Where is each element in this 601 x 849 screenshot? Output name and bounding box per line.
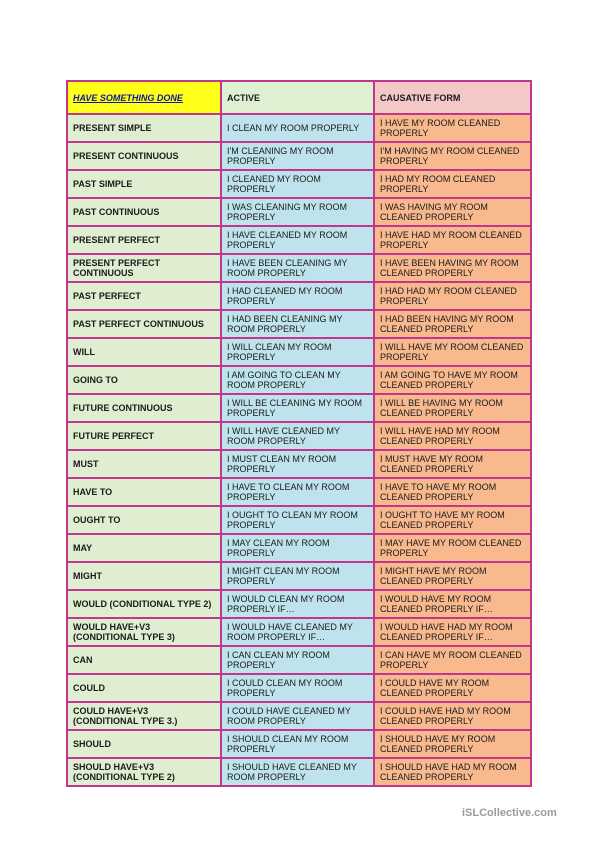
table-row (67, 674, 531, 702)
active-cell: I COULD HAVE CLEANED MY ROOM PROPERLY (221, 702, 374, 730)
header-causative-form: CAUSATIVE FORM (374, 81, 531, 114)
causative-cell: I OUGHT TO HAVE MY ROOM CLEANED PROPERLY (374, 506, 531, 534)
tense-cell: PAST SIMPLE (67, 170, 221, 198)
table-row (67, 478, 531, 506)
table-row (67, 114, 531, 142)
table-row (67, 422, 531, 450)
tense-cell: GOING TO (67, 366, 221, 394)
active-cell: I WILL BE CLEANING MY ROOM PROPERLY (221, 394, 374, 422)
tense-cell: PRESENT PERFECT (67, 226, 221, 254)
table-row (67, 338, 531, 366)
table-row (67, 226, 531, 254)
active-cell: I CLEAN MY ROOM PROPERLY (221, 114, 374, 142)
causative-cell: I HAD MY ROOM CLEANED PROPERLY (374, 170, 531, 198)
table-row (67, 590, 531, 618)
active-cell: I'M CLEANING MY ROOM PROPERLY (221, 142, 374, 170)
causative-cell: I MAY HAVE MY ROOM CLEANED PROPERLY (374, 534, 531, 562)
active-cell: I AM GOING TO CLEAN MY ROOM PROPERLY (221, 366, 374, 394)
causative-cell: I MIGHT HAVE MY ROOM CLEANED PROPERLY (374, 562, 531, 590)
active-cell: I HAD BEEN CLEANING MY ROOM PROPERLY (221, 310, 374, 338)
tense-cell: MAY (67, 534, 221, 562)
active-cell: I WILL CLEAN MY ROOM PROPERLY (221, 338, 374, 366)
table-row (67, 450, 531, 478)
table-row (67, 366, 531, 394)
causative-cell: I WOULD HAVE HAD MY ROOM CLEANED PROPERLY IF… (374, 618, 531, 646)
tense-cell: HAVE TO (67, 478, 221, 506)
causative-cell: I'M HAVING MY ROOM CLEANED PROPERLY (374, 142, 531, 170)
active-cell: I HAVE TO CLEAN MY ROOM PROPERLY (221, 478, 374, 506)
active-cell: I WOULD CLEAN MY ROOM PROPERLY IF… (221, 590, 374, 618)
causative-cell: I COULD HAVE MY ROOM CLEANED PROPERLY (374, 674, 531, 702)
table-row (67, 702, 531, 730)
active-cell: I CAN CLEAN MY ROOM PROPERLY (221, 646, 374, 674)
active-cell: I MIGHT CLEAN MY ROOM PROPERLY (221, 562, 374, 590)
active-cell: I SHOULD CLEAN MY ROOM PROPERLY (221, 730, 374, 758)
active-cell: I WILL HAVE CLEANED MY ROOM PROPERLY (221, 422, 374, 450)
causative-cell: I HAD HAD MY ROOM CLEANED PROPERLY (374, 282, 531, 310)
table-row (67, 646, 531, 674)
causative-cell: I HAVE TO HAVE MY ROOM CLEANED PROPERLY (374, 478, 531, 506)
tense-cell: MIGHT (67, 562, 221, 590)
causative-cell: I HAD BEEN HAVING MY ROOM CLEANED PROPERLY (374, 310, 531, 338)
tense-cell: SHOULD HAVE+V3 (CONDITIONAL TYPE 2) (67, 758, 221, 786)
table-row (67, 506, 531, 534)
tense-cell: OUGHT TO (67, 506, 221, 534)
tense-cell: PRESENT SIMPLE (67, 114, 221, 142)
tense-cell: WOULD (CONDITIONAL TYPE 2) (67, 590, 221, 618)
table-row (67, 730, 531, 758)
active-cell: I HAVE BEEN CLEANING MY ROOM PROPERLY (221, 254, 374, 282)
tense-cell: PAST PERFECT (67, 282, 221, 310)
header-active: ACTIVE (221, 81, 374, 114)
active-cell: I WOULD HAVE CLEANED MY ROOM PROPERLY IF… (221, 618, 374, 646)
tense-cell: SHOULD (67, 730, 221, 758)
causative-table (66, 80, 532, 787)
tense-cell: WILL (67, 338, 221, 366)
causative-cell: I WAS HAVING MY ROOM CLEANED PROPERLY (374, 198, 531, 226)
causative-cell: I HAVE HAD MY ROOM CLEANED PROPERLY (374, 226, 531, 254)
active-cell: I COULD CLEAN MY ROOM PROPERLY (221, 674, 374, 702)
active-cell: I SHOULD HAVE CLEANED MY ROOM PROPERLY (221, 758, 374, 786)
causative-cell: I HAVE BEEN HAVING MY ROOM CLEANED PROPERLY (374, 254, 531, 282)
tense-cell: COULD (67, 674, 221, 702)
active-cell: I MUST CLEAN MY ROOM PROPERLY (221, 450, 374, 478)
table-row (67, 394, 531, 422)
tense-cell: PRESENT CONTINUOUS (67, 142, 221, 170)
tense-cell: CAN (67, 646, 221, 674)
causative-cell: I WILL BE HAVING MY ROOM CLEANED PROPERLY (374, 394, 531, 422)
tense-cell: PAST PERFECT CONTINUOUS (67, 310, 221, 338)
causative-cell: I HAVE MY ROOM CLEANED PROPERLY (374, 114, 531, 142)
tense-cell: FUTURE CONTINUOUS (67, 394, 221, 422)
table-row (67, 562, 531, 590)
table-row (67, 758, 531, 786)
table-row (67, 254, 531, 282)
causative-cell: I CAN HAVE MY ROOM CLEANED PROPERLY (374, 646, 531, 674)
tense-cell: MUST (67, 450, 221, 478)
tense-cell: FUTURE PERFECT (67, 422, 221, 450)
table-row (67, 282, 531, 310)
table-row (67, 170, 531, 198)
table-row (67, 618, 531, 646)
tense-cell: COULD HAVE+V3 (CONDITIONAL TYPE 3.) (67, 702, 221, 730)
watermark: iSLCollective.com (462, 807, 557, 819)
table-header-row (67, 81, 531, 114)
tense-cell: PAST CONTINUOUS (67, 198, 221, 226)
causative-cell: I AM GOING TO HAVE MY ROOM CLEANED PROPERLY (374, 366, 531, 394)
causative-cell: I WILL HAVE MY ROOM CLEANED PROPERLY (374, 338, 531, 366)
active-cell: I MAY CLEAN MY ROOM PROPERLY (221, 534, 374, 562)
causative-cell: I WOULD HAVE MY ROOM CLEANED PROPERLY IF… (374, 590, 531, 618)
causative-cell: I SHOULD HAVE MY ROOM CLEANED PROPERLY (374, 730, 531, 758)
table-row (67, 142, 531, 170)
causative-cell: I SHOULD HAVE HAD MY ROOM CLEANED PROPERLY (374, 758, 531, 786)
tense-cell: WOULD HAVE+V3 (CONDITIONAL TYPE 3) (67, 618, 221, 646)
tense-cell: PRESENT PERFECT CONTINUOUS (67, 254, 221, 282)
active-cell: I HAVE CLEANED MY ROOM PROPERLY (221, 226, 374, 254)
header-have-something-done: HAVE SOMETHING DONE (67, 81, 221, 114)
active-cell: I HAD CLEANED MY ROOM PROPERLY (221, 282, 374, 310)
table-row (67, 310, 531, 338)
causative-cell: I WILL HAVE HAD MY ROOM CLEANED PROPERLY (374, 422, 531, 450)
active-cell: I CLEANED MY ROOM PROPERLY (221, 170, 374, 198)
active-cell: I WAS CLEANING MY ROOM PROPERLY (221, 198, 374, 226)
causative-cell: I COULD HAVE HAD MY ROOM CLEANED PROPERLY (374, 702, 531, 730)
active-cell: I OUGHT TO CLEAN MY ROOM PROPERLY (221, 506, 374, 534)
table-row (67, 198, 531, 226)
table-row (67, 534, 531, 562)
table-body (67, 114, 531, 786)
causative-cell: I MUST HAVE MY ROOM CLEANED PROPERLY (374, 450, 531, 478)
